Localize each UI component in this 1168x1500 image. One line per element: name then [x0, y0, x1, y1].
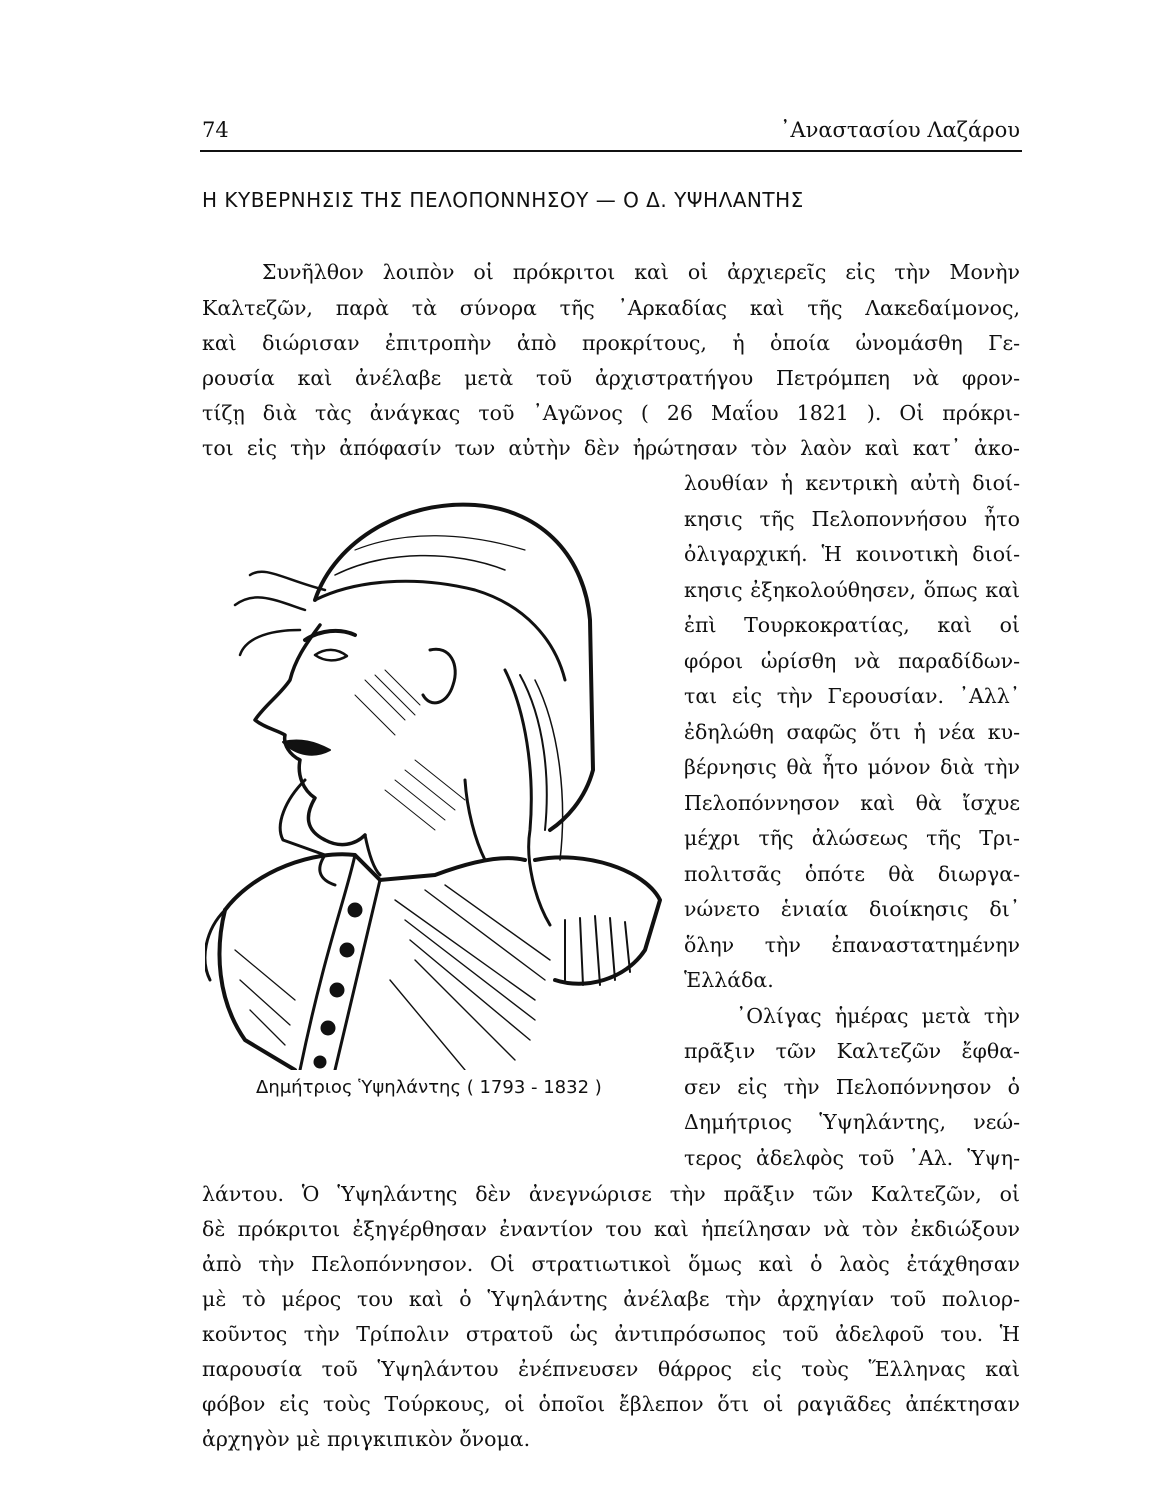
body-line: τίζῃ διὰ τὰς ἀνάγκας τοῦ ᾿Αγῶνος ( 26 Μαΐου 1821 ). Οἱ πρόκρι-	[202, 401, 1020, 425]
body-line: λάντου. Ὁ Ὑψηλάντης δὲν ἀνεγνώρισε τὴν πρᾶξιν τῶν Καλτεζῶν, οἱ	[202, 1182, 1020, 1206]
body-line: φόροι ὡρίσθη νὰ παραδίδων-	[684, 649, 1020, 673]
body-line: ἐδηλώθη σαφῶς ὅτι ἡ νέα κυ-	[684, 720, 1020, 744]
page-number: 74	[202, 118, 229, 142]
body-line: ὅλην τὴν ἐπαναστατημένην	[684, 933, 1020, 957]
body-line: ἐπὶ Τουρκοκρατίας, καὶ οἱ	[684, 613, 1020, 637]
body-line: ἀρχηγὸν μὲ πριγκιπικὸν ὄνομα.	[202, 1427, 531, 1451]
portrait-caption: Δημήτριος Ὑψηλάντης ( 1793 - 1832 )	[256, 1077, 602, 1098]
body-line: Καλτεζῶν, παρὰ τὰ σύνορα τῆς ᾿Αρκαδίας καὶ τῆς Λακεδαίμονος,	[202, 296, 1020, 320]
section-title: Η ΚΥΒΕΡΝΗΣΙΣ ΤΗΣ ΠΕΛΟΠΟΝΝΗΣΟΥ — Ο Δ. ΥΨΗΛΑΝΤΗΣ	[202, 188, 804, 212]
body-line: Συνῆλθον λοιπὸν οἱ πρόκριτοι καὶ οἱ ἀρχιερεῖς εἰς τὴν Μονὴν	[262, 260, 1020, 284]
body-line: μὲ τὸ μέρος του καὶ ὁ Ὑψηλάντης ἀνέλαβε τὴν ἀρχηγίαν τοῦ πολιορ-	[202, 1287, 1020, 1311]
body-line: Δημήτριος Ὑψηλάντης, νεώ-	[684, 1110, 1020, 1134]
body-line: παρουσία τοῦ Ὑψηλάντου ἐνέπνευσεν θάρρος εἰς τοὺς Ἕλληνας καὶ	[202, 1357, 1020, 1381]
body-line: νώνετο ἑνιαία διοίκησις δι᾿	[684, 897, 1020, 921]
page-header	[200, 118, 1022, 148]
body-line: κοῦντος τὴν Τρίπολιν στρατοῦ ὡς ἀντιπρόσωπος τοῦ ἀδελφοῦ του. Ἡ	[202, 1322, 1020, 1346]
body-line: κησις τῆς Πελοποννήσου ἦτο	[684, 507, 1020, 531]
body-line: πρᾶξιν τῶν Καλτεζῶν ἔφθα-	[684, 1039, 1020, 1063]
body-line: ρουσία καὶ ἀνέλαβε μετὰ τοῦ ἀρχιστρατήγου Πετρόμπεη νὰ φρον-	[202, 366, 1020, 390]
body-line: λουθίαν ἡ κεντρικὴ αὐτὴ διοί-	[684, 471, 1020, 495]
body-line: τοι εἰς τὴν ἀπόφασίν των αὐτὴν δὲν ἠρώτησαν τὸν λαὸν καὶ κατ᾿ ἀκο-	[202, 436, 1020, 460]
header-rule	[200, 150, 1022, 152]
body-line: κησις ἐξηκολούθησεν, ὅπως καὶ	[684, 578, 1020, 602]
body-line: τερος ἀδελφὸς τοῦ ᾿Αλ. Ὑψη-	[684, 1146, 1020, 1170]
body-line: μέχρι τῆς ἀλώσεως τῆς Τρι-	[684, 826, 1020, 850]
body-line: ᾿Ολίγας ἡμέρας μετὰ τὴν	[736, 1004, 1020, 1028]
portrait-engraving	[205, 480, 665, 1070]
body-line: ὀλιγαρχική. Ἡ κοινοτικὴ διοί-	[684, 542, 1020, 566]
body-line: φόβον εἰς τοὺς Τούρκους, οἱ ὁποῖοι ἔβλεπον ὅτι οἱ ραγιᾶδες ἀπέκτησαν	[202, 1392, 1020, 1416]
body-line: Ἑλλάδα.	[684, 968, 774, 992]
body-line: βέρνησις θὰ ἦτο μόνον διὰ τὴν	[684, 755, 1020, 779]
body-line: ται εἰς τὴν Γερουσίαν. ᾿Αλλ᾿	[684, 684, 1020, 708]
running-title: ᾿Αναστασίου Λαζάρου	[779, 118, 1020, 142]
body-line: Πελοπόννησον καὶ θὰ ἴσχυε	[684, 791, 1020, 815]
body-line: ἀπὸ τὴν Πελοπόννησον. Οἱ στρατιωτικοὶ ὅμως καὶ ὁ λαὸς ἐτάχθησαν	[202, 1252, 1020, 1276]
body-line: καὶ διώρισαν ἐπιτροπὴν ἀπὸ προκρίτους, ἡ ὁποία ὠνομάσθη Γε-	[202, 331, 1020, 355]
body-line: δὲ πρόκριτοι ἐξηγέρθησαν ἐναντίον του καὶ ἠπείλησαν νὰ τὸν ἐκδιώξουν	[202, 1217, 1020, 1241]
body-line: σεν εἰς τὴν Πελοπόννησον ὁ	[684, 1075, 1020, 1099]
body-line: πολιτσᾶς ὁπότε θὰ διωργα-	[684, 862, 1020, 886]
